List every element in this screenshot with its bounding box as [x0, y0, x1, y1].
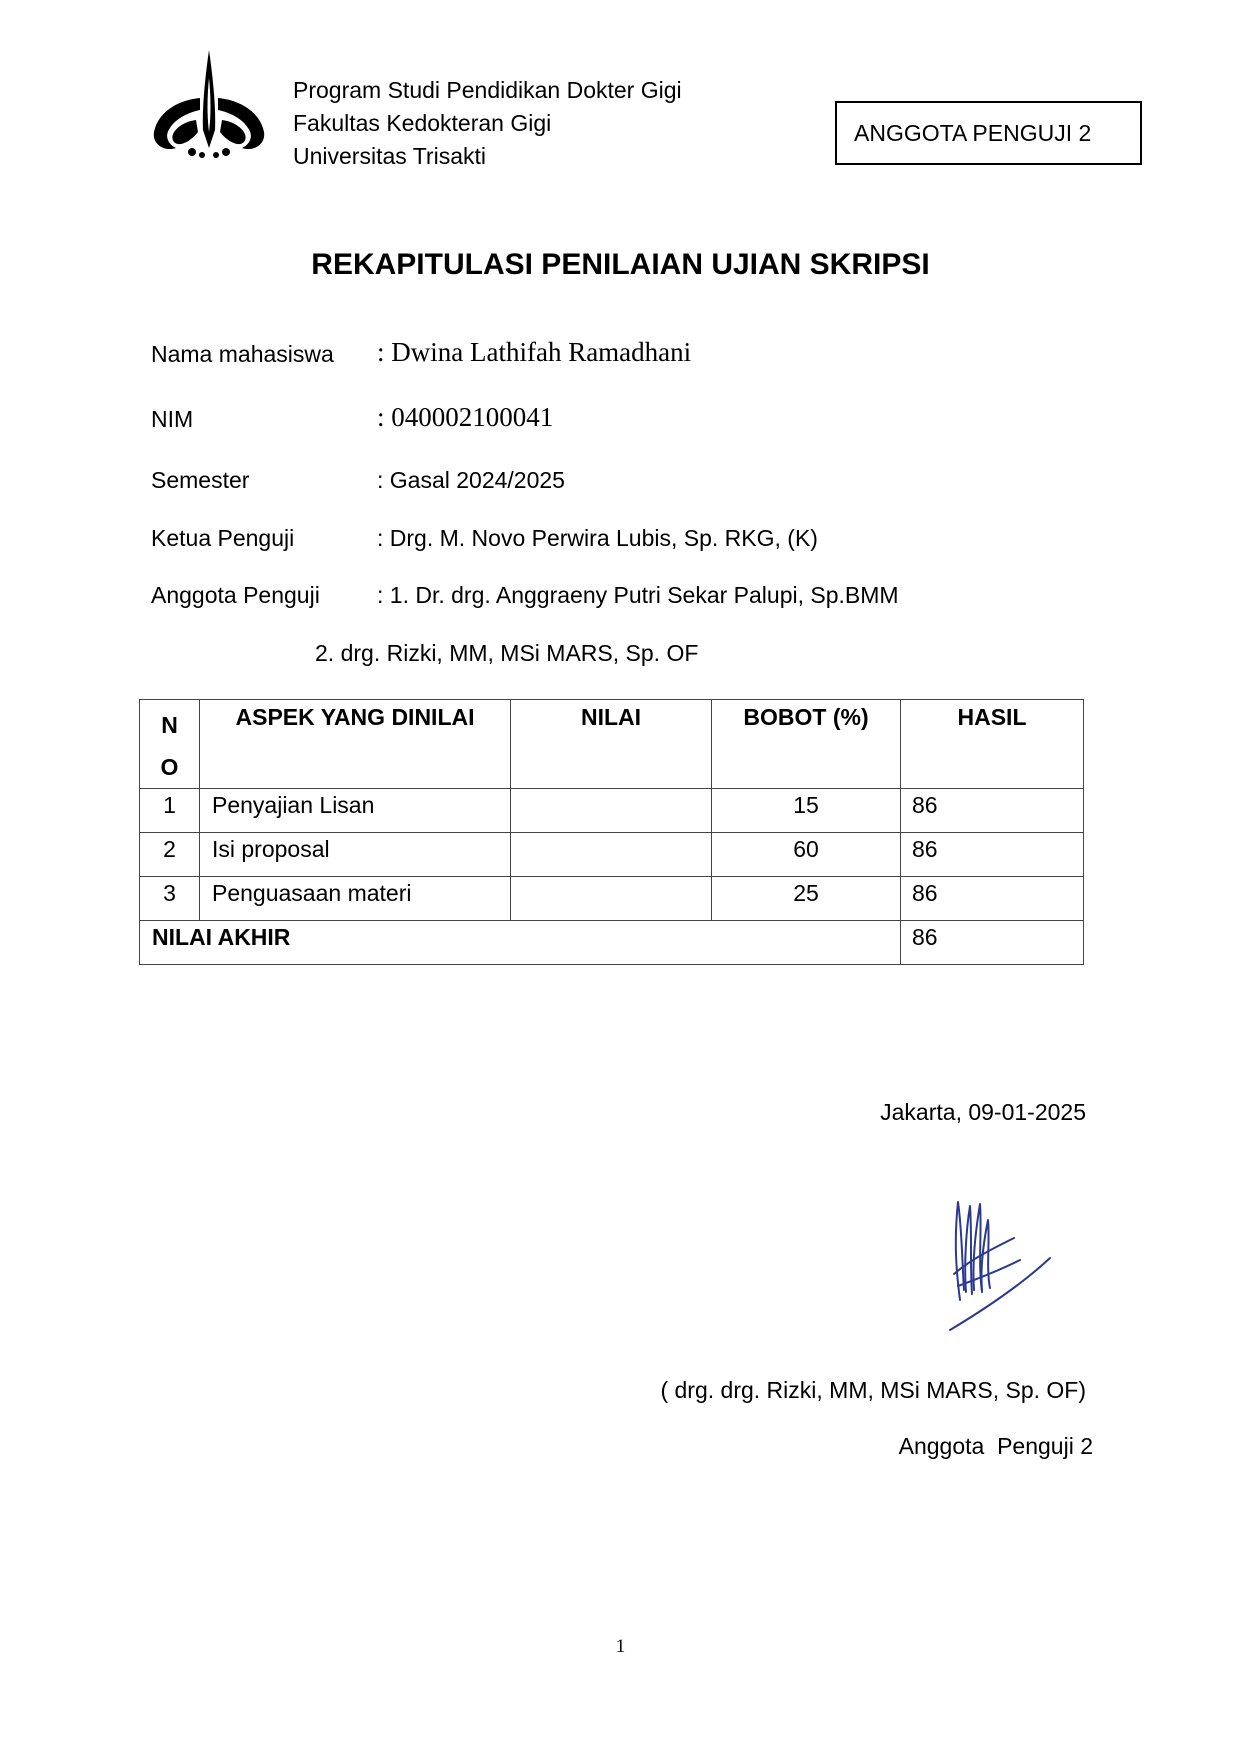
row-hasil: 86	[901, 877, 1084, 921]
row-hasil: 86	[901, 789, 1084, 833]
student-name-value: : Dwina Lathifah Ramadhani	[377, 337, 692, 367]
examiner-badge	[835, 101, 1142, 165]
score-table	[139, 699, 1084, 965]
university-logo	[150, 48, 268, 158]
row-bobot: 60	[712, 833, 901, 877]
row-aspek: Isi proposal	[200, 833, 511, 877]
place-date: Jakarta, 09-01-2025	[880, 1099, 1086, 1125]
page-number: 1	[615, 1636, 626, 1657]
row-no: 2	[140, 833, 200, 877]
handwritten-signature	[940, 1190, 1060, 1340]
header-no-line2: O	[160, 754, 179, 780]
member-examiner-label: Anggota Penguji	[151, 582, 320, 608]
final-score-row	[140, 921, 1084, 965]
document-title: REKAPITULASI PENILAIAN UJIAN SKRIPSI	[311, 248, 930, 281]
signer-role: Anggota Penguji 2	[898, 1433, 1093, 1459]
university-name: Universitas Trisakti	[293, 143, 486, 169]
row-hasil: 86	[901, 833, 1084, 877]
faculty-name: Fakultas Kedokteran Gigi	[293, 110, 552, 136]
nim-value: : 040002100041	[377, 402, 554, 432]
final-score-value: 86	[901, 921, 1084, 965]
student-name-label: Nama mahasiswa	[151, 341, 334, 367]
examiner-badge-text: ANGGOTA PENGUJI 2	[854, 119, 1092, 146]
member-examiner-2: 2. drg. Rizki, MM, MSi MARS, Sp. OF	[315, 640, 699, 666]
semester-label: Semester	[151, 467, 250, 493]
row-nilai	[511, 789, 712, 833]
header-aspek: ASPEK YANG DINILAI	[200, 700, 511, 789]
table-row	[140, 833, 1084, 877]
signer-name: ( drg. drg. Rizki, MM, MSi MARS, Sp. OF)	[660, 1377, 1086, 1403]
table-row	[140, 877, 1084, 921]
header-nilai: NILAI	[511, 700, 712, 789]
header-bobot: BOBOT (%)	[712, 700, 901, 789]
header-no-line1: N	[161, 712, 178, 738]
nim-label: NIM	[151, 406, 194, 432]
final-score-label: NILAI AKHIR	[140, 921, 901, 965]
row-bobot: 15	[712, 789, 901, 833]
chief-examiner-label: Ketua Penguji	[151, 525, 295, 551]
header-no	[140, 700, 200, 789]
table-header-row	[140, 700, 1084, 789]
row-aspek: Penyajian Lisan	[200, 789, 511, 833]
row-bobot: 25	[712, 877, 901, 921]
semester-value: : Gasal 2024/2025	[377, 467, 565, 493]
row-nilai	[511, 877, 712, 921]
row-no: 3	[140, 877, 200, 921]
chief-examiner-value: : Drg. M. Novo Perwira Lubis, Sp. RKG, (K)	[377, 525, 818, 551]
program-name: Program Studi Pendidikan Dokter Gigi	[293, 77, 682, 103]
member-examiner-1: : 1. Dr. drg. Anggraeny Putri Sekar Palupi, Sp.BMM	[377, 582, 899, 608]
table-row	[140, 789, 1084, 833]
row-aspek: Penguasaan materi	[200, 877, 511, 921]
row-no: 1	[140, 789, 200, 833]
header-hasil: HASIL	[901, 700, 1084, 789]
row-nilai	[511, 833, 712, 877]
